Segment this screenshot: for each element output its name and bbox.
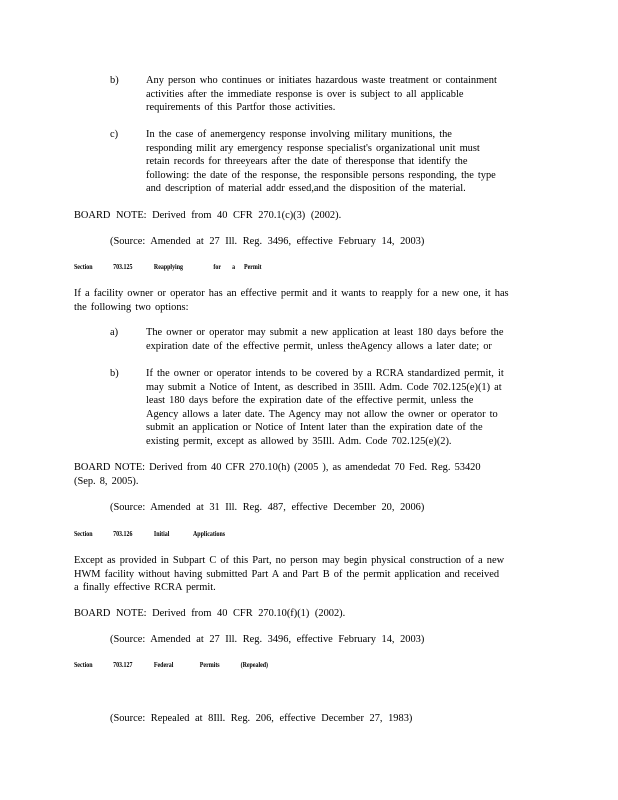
- board-note: BOARD NOTE: Derived from 40 CFR 270.10(f)(1) (2002).: [74, 608, 346, 619]
- text-line: may submit a Notice of Intent, as described in 35Ill. Adm. Code 702.125(e)(1) at: [146, 381, 502, 393]
- list-item: [146, 367, 538, 449]
- section-number: 703.125: [113, 263, 133, 271]
- section-number: 703.126: [113, 530, 133, 538]
- section-title: Federal: [153, 661, 174, 669]
- section-title-word: for: [213, 263, 222, 271]
- text-line: BOARD NOTE: Derived from 40 CFR 270.10(h) (2005 ), as amendedat 70 Fed. Reg. 53420: [74, 462, 481, 473]
- text-line: existing permit, except as allowed by 35Ill. Adm. Code 702.125(e)(2).: [146, 435, 452, 447]
- section-title-word: Permits: [199, 661, 220, 669]
- item-label: b): [110, 75, 119, 86]
- section-title: Initial: [153, 530, 170, 538]
- text-line: requirements of this Partfor those activities.: [146, 102, 336, 114]
- text-line: Any person who continues or initiates hazardous waste treatment or containment: [146, 75, 497, 86]
- text-line: Agency allows a later date. The Agency may not allow the owner or operator to: [146, 408, 498, 420]
- text-line: In the case of anemergency response involving military munitions, the: [146, 129, 452, 140]
- paragraph: [74, 554, 540, 595]
- text-line: HWM facility without having submitted Part A and Part B of the permit application and received: [74, 568, 500, 580]
- paragraph: [74, 287, 540, 314]
- text-line: a finally effective RCRA permit.: [74, 582, 216, 594]
- text-line: Except as provided in Subpart C of this Part, no person may begin physical construction of a new: [74, 555, 505, 566]
- source-note: (Source: Repealed at 8Ill. Reg. 206, effective December 27, 1983): [110, 713, 413, 724]
- text-line: responding milit ary emergency response specialist's organizational unit must: [146, 142, 480, 154]
- section-title-word: a: [232, 263, 236, 271]
- section-heading: [74, 263, 262, 271]
- text-line: the following two options:: [74, 301, 189, 313]
- list-item: [146, 326, 538, 353]
- text-line: The owner or operator may submit a new application at least 180 days before the: [146, 327, 504, 338]
- text-line: If a facility owner or operator has an effective permit and it wants to reapply for a new one, it has: [74, 288, 509, 299]
- section-label: Section: [74, 530, 93, 538]
- section-label: Section: [74, 661, 93, 669]
- text-line: (Sep. 8, 2005).: [74, 475, 139, 487]
- section-title-word: (Repealed): [240, 661, 269, 669]
- list-item: [146, 74, 538, 115]
- item-label: a): [110, 327, 119, 338]
- text-line: following: the date of the response, the responsible persons responding, the type: [146, 169, 496, 181]
- board-note: BOARD NOTE: Derived from 40 CFR 270.1(c)(3) (2002).: [74, 210, 342, 221]
- text-line: submit an application or Notice of Intent later than the expiration date of the: [146, 422, 483, 434]
- source-note: (Source: Amended at 27 Ill. Reg. 3496, effective February 14, 2003): [110, 236, 425, 247]
- text-line: and description of material addr essed,and the disposition of the material.: [146, 183, 466, 195]
- text-line: activities after the immediate response is over is subject to all applicable: [146, 88, 464, 100]
- list-item: [146, 128, 538, 196]
- text-line: If the owner or operator intends to be covered by a RCRA standardized permit, it: [146, 368, 504, 379]
- item-label: c): [110, 129, 119, 140]
- source-note: (Source: Amended at 31 Ill. Reg. 487, effective December 20, 2006): [110, 502, 425, 513]
- section-title-word: Permit: [244, 263, 262, 271]
- section-heading: [74, 530, 225, 538]
- section-title-word: Applications: [193, 530, 226, 538]
- section-label: Section: [74, 263, 93, 271]
- board-note: [74, 461, 540, 488]
- text-line: retain records for threeyears after the date of theresponse that identify the: [146, 156, 468, 168]
- source-note: (Source: Amended at 27 Ill. Reg. 3496, effective February 14, 2003): [110, 634, 425, 645]
- section-title: Reapplying: [153, 263, 183, 271]
- section-heading: [74, 661, 268, 669]
- item-label: b): [110, 368, 119, 379]
- text-line: expiration date of the effective permit, unless theAgency allows a later date; or: [146, 340, 492, 352]
- section-number: 703.127: [113, 661, 133, 669]
- text-line: least 180 days before the expiration date of the effective permit, unless the: [146, 395, 474, 407]
